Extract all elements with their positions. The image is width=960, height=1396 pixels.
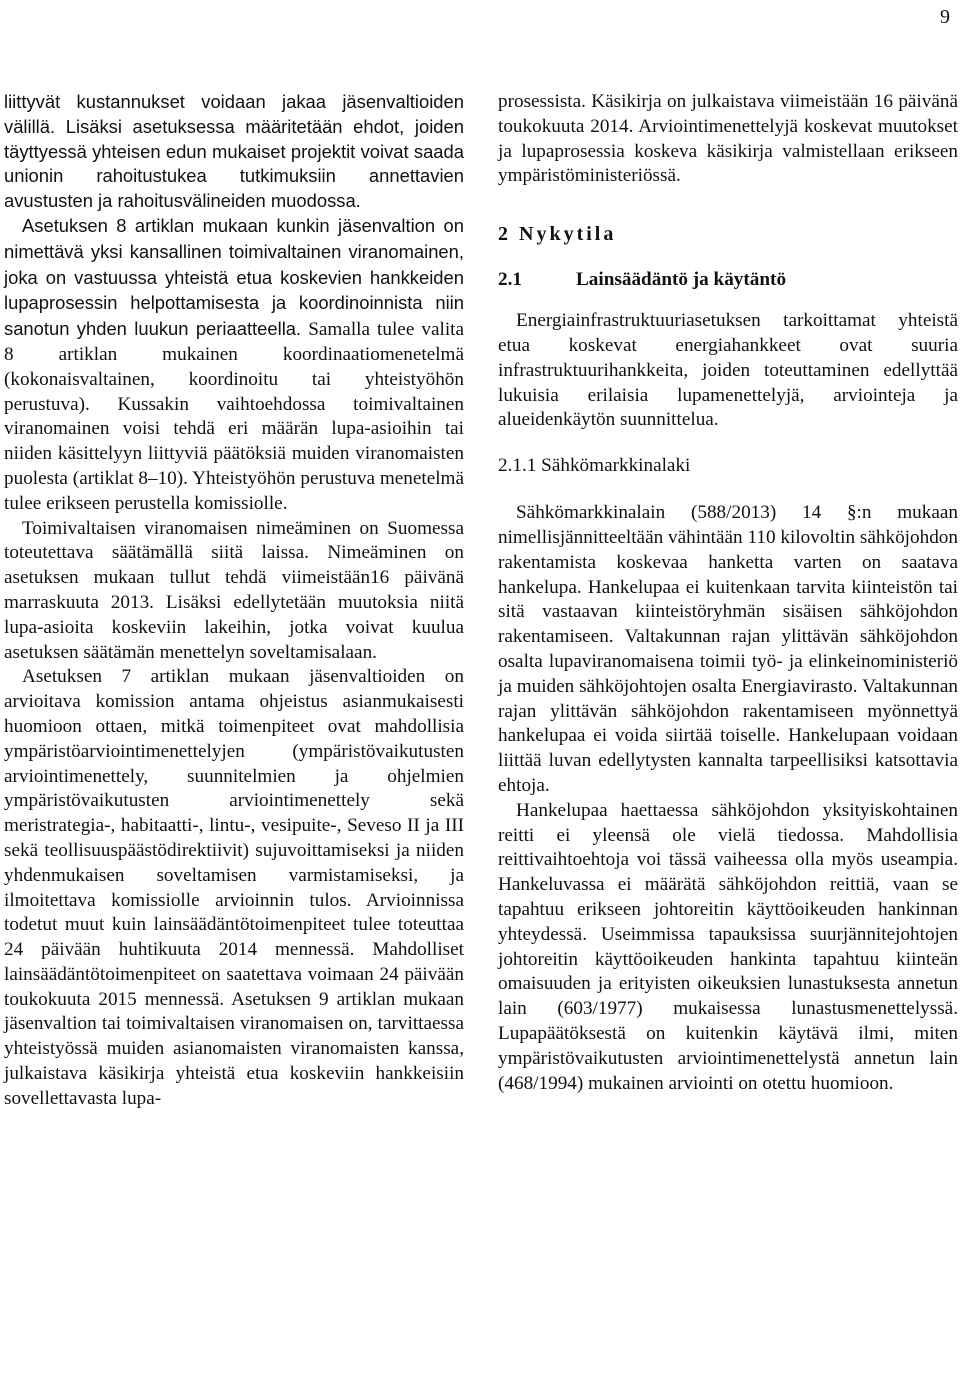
left-paragraph-2-serif-text: Samalla tulee valita 8 artiklan mukainen koordinaatiomenetelmä (kokonaisvaltainen, koordinoitu tai yhteistyöhön perustuva). Kussakin vaihtoehdossa toimivaltainen viranomainen voisi tehdä eri määrän lupa-asioihin tai niiden käsittelyyn liittyviä päätöksiä muiden viranomaisten puolesta (artiklat 8–10). Yhteistyöhön perustuva menetelmä tulee erikseen perustella komissiolle.	[4, 319, 464, 514]
left-paragraph-4: Asetuksen 7 artiklan mukaan jäsenvaltioiden on arvioitava komission antama ohjeistus asianmukaisesti huomioon ottaen, mitkä toimenpiteet ovat mahdollisia ympäristöarviointimenettelyjen (ympäristövaikutusten arviointimenettely, suunnitelmien ja ohjelmien ympäristövaikutusten arviointimenettely sekä meristrategia-, habitaatti-, lintu-, vesipuite-, Seveso II ja III sekä teollisuuspäästödirektiivit) sujuvoittamiseksi ja niiden yhdenmukaisen soveltamisen varmistamiseksi, ja ilmoitettava komissiolle arvioinnin tulos. Arvioinnissa todetut muut kuin lainsäädäntötoimenpiteet tulee toteuttaa 24 päivään huhtikuuta 2014 mennessä. Mahdolliset lainsäädäntötoimenpiteet on saatettava voimaan 24 päivään toukokuuta 2015 mennessä. Asetuksen 9 artiklan mukaan jäsenvaltion tai toimivaltaisen viranomaisen on, tarvittaessa yhteistyössä muiden asianomaisten viranomaisten kanssa, julkaistava käsikirja yhteistä etua koskeviin hankkeisiin sovellettavasta lupa-	[4, 666, 464, 1109]
subsection-heading	[498, 267, 958, 293]
right-paragraph-3: Sähkömarkkinalain (588/2013) 14 §:n mukaan nimellisjännitteeltään vähintään 110 kilovoltin sähköjohdon rakentamista koskevaa hanketta varten on saatava hankelupa. Hankelupaa ei kuitenkaan tarvita kiinteistön tai sitä vastaavan kiinteistöryhmän sisäisen sähköjohdon rakentamiseen. Valtakunnan rajan ylittävän sähköjohdon osalta lupaviranomaisena toimii työ- ja elinkeinoministeriö ja muiden sähköjohtojen osalta Energiavirasto. Valtakunnan rajan ylittävän sähköjohdon rakentamiseen myönnettyä hankelupaa ei voida siirtää toiselle. Hankelupaan voidaan liittää luvan edellytysten kannalta tarpeellisiksi katsottavia ehtoja.	[498, 502, 958, 796]
section-heading: 2 Nykytila	[498, 223, 617, 246]
left-paragraph-2	[4, 214, 464, 517]
left-column	[4, 90, 464, 1112]
left-paragraph-1-text: liittyvät kustannukset voidaan jakaa jäsenvaltioiden välillä. Lisäksi asetuksessa määritetään ehdot, joiden täyttyessä yhteisen edun mukaiset projektit voivat saada unionin rahoitustukea tutkimuksiin annettavien avustusten ja rahoitusvälineiden muodossa.	[4, 91, 464, 212]
subsection-title: Lainsäädäntö ja käytäntö	[576, 269, 787, 291]
right-paragraph-1: prosessista. Käsikirja on julkaistava viimeistään 16 päivänä toukokuuta 2014. Arviointimenettelyjä koskevat muutokset ja lupaprosessia koskeva käsikirja valmistellaan erikseen ympäristöministeriössä.	[498, 91, 958, 187]
subsection-number: 2.1	[498, 269, 522, 291]
left-paragraph-2-sans-text: Asetuksen 8 artiklan mukaan kunkin jäsenvaltion on nimettävä yksi kansallinen toimivaltainen viranomainen, joka on vastuussa yhteistä etua koskevien hankkeiden lupaprosessin helpottamisesta ja koordinoinnista niin sanotun yhden luukun periaatteella.	[4, 214, 464, 340]
subsubsection-heading: 2.1.1 Sähkömarkkinalaki	[498, 455, 691, 477]
right-column	[498, 90, 958, 1096]
left-paragraph-1	[4, 90, 464, 214]
right-paragraph-2: Energiainfrastruktuuriasetuksen tarkoittamat yhteistä etua koskevat energiahankkeet ovat suuria infrastruktuurihankkeita, joiden toteuttaminen edellyttää lukuisia erilaisia lupamenettelyjä, arviointeja ja alueidenkäytön suunnittelua.	[498, 310, 958, 431]
page-number: 9	[940, 6, 950, 28]
right-paragraph-4: Hankelupaa haettaessa sähköjohdon yksityiskohtainen reitti ei yleensä ole vielä tiedossa. Mahdollisia reittivaihtoehtoja voi tässä vaiheessa olla myös useampia. Hankeluvassa ei määrätä sähköjohdon reittiä, vaan se tapahtuu erikseen johtoreitin käyttöoikeuden hankinnan yhteydessä. Useimmissa tapauksissa suurjännitejohtojen johtoreitin käyttöoikeuden hankinta tapahtuu kiinteän omaisuuden ja erityisten oikeuksien lunastuksesta annetun lain (603/1977) mukaisessa lunastusmenettelyssä. Lupapäätöksestä on kuitenkin käytävä ilmi, miten ympäristövaikutusten arviointimenettelystä annetun lain (468/1994) mukainen arviointi on otettu huomioon.	[498, 799, 958, 1094]
left-paragraph-3: Toimivaltaisen viranomaisen nimeäminen on Suomessa toteutettava säätämällä siitä laissa. Nimeäminen on asetuksen mukaan tullut tehdä viimeistään16 päivänä marraskuuta 2013. Lisäksi edellytetään muutoksia niitä lupa-asioita koskeviin lakeihin, jotka voivat kuulua asetuksen säätämän menettelyn soveltamisalaan.	[4, 517, 464, 663]
